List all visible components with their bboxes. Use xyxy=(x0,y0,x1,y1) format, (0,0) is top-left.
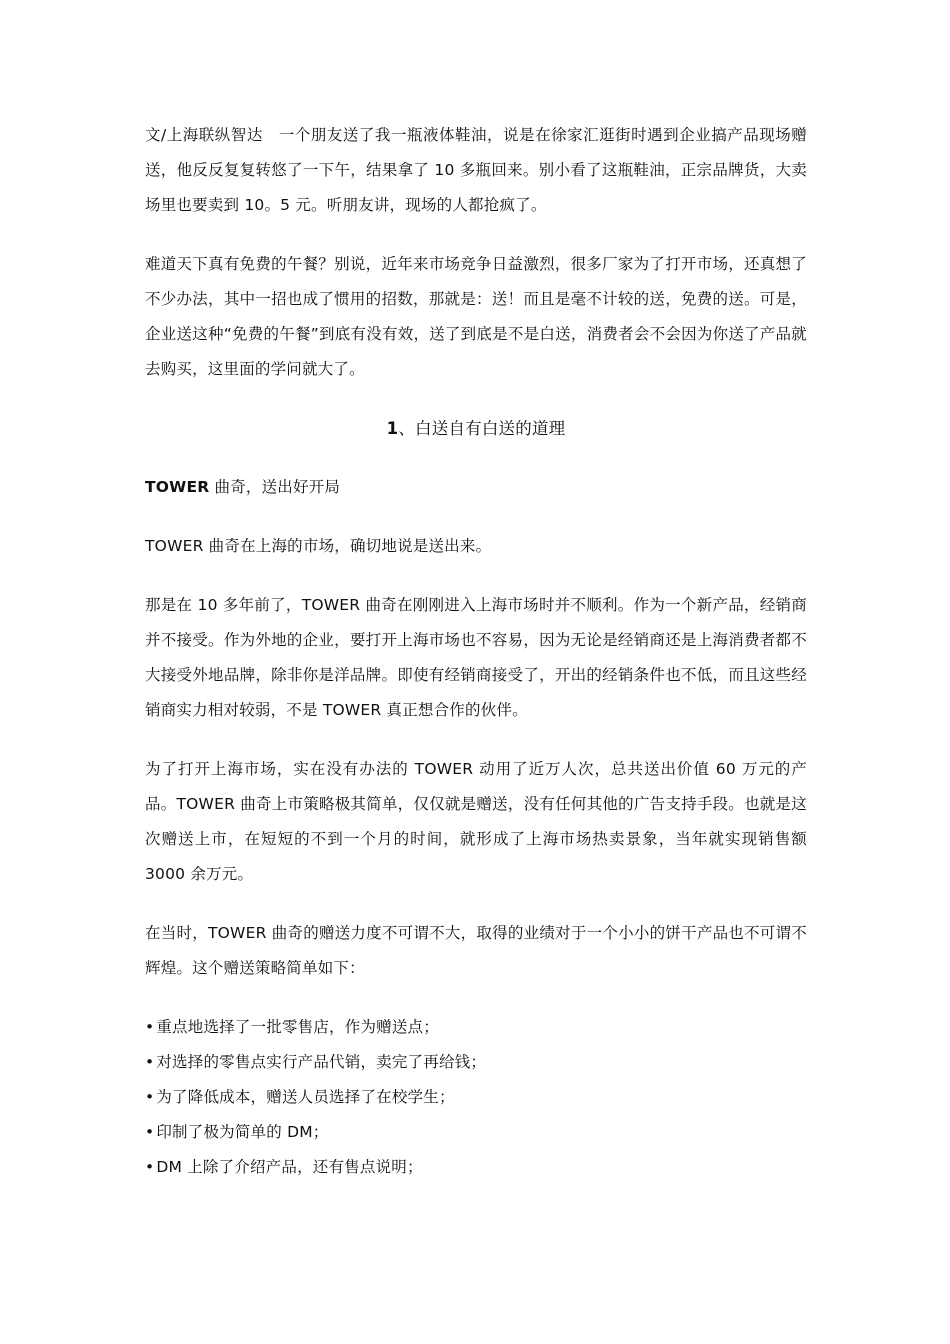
bullet-icon: • xyxy=(145,1053,155,1071)
section-heading-number: 1 xyxy=(386,419,399,438)
section-heading xyxy=(145,411,807,446)
list-item xyxy=(145,1045,807,1080)
body-paragraph-4: 在当时，TOWER 曲奇的赠送力度不可谓不大，取得的业绩对于一个小小的饼干产品也不可谓不辉煌。这个赠送策略简单如下： xyxy=(145,924,807,977)
body-paragraph-1: TOWER 曲奇在上海的市场，确切地说是送出来。 xyxy=(145,537,492,555)
list-item-text: 印制了极为简单的 DM； xyxy=(156,1123,329,1141)
body-paragraph-3: 为了打开上海市场，实在没有办法的 TOWER 动用了近万人次，总共送出价值 60 万元的产品。TOWER 曲奇上市策略极其简单，仅仅就是赠送，没有任何其他的广告支持手段。也就是这次赠送上市，在短短的不到一个月的时间，就形成了上海市场热卖景象，当年就实现销售额 3000 余万元。 xyxy=(145,760,807,883)
list-item xyxy=(145,1010,807,1045)
subheading-brand: TOWER xyxy=(145,478,210,496)
list-item xyxy=(145,1080,807,1115)
document-page xyxy=(145,118,807,1185)
list-item-text: 为了降低成本，赠送人员选择了在校学生； xyxy=(156,1088,455,1106)
bullet-icon: • xyxy=(145,1158,155,1176)
list-item-text: DM 上除了介绍产品，还有售点说明； xyxy=(156,1158,423,1176)
list-item-text: 重点地选择了一批零售店，作为赠送点； xyxy=(156,1018,439,1036)
strategy-bullet-list xyxy=(145,1010,807,1185)
body-paragraph-2: 那是在 10 多年前了，TOWER 曲奇在刚刚进入上海市场时并不顺利。作为一个新产品，经销商并不接受。作为外地的企业，要打开上海市场也不容易，因为无论是经销商还是上海消费者都不大接受外地品牌，除非你是洋品牌。即使有经销商接受了，开出的经销条件也不低，而且这些经销商实力相对较弱，不是 TOWER 真正想合作的伙伴。 xyxy=(145,596,807,719)
list-item-text: 对选择的零售点实行产品代销，卖完了再给钱； xyxy=(156,1053,487,1071)
list-item xyxy=(145,1150,807,1185)
subheading-text: 曲奇，送出好开局 xyxy=(209,478,341,496)
subheading xyxy=(145,470,807,505)
intro-paragraph-2: 难道天下真有免费的午餐？别说，近年来市场竞争日益激烈，很多厂家为了打开市场，还真想了不少办法，其中一招也成了惯用的招数，那就是：送！而且是毫不计较的送，免费的送。可是，企业送这种“免费的午餐”到底有没有效，送了到底是不是白送，消费者会不会因为你送了产品就去购买，这里面的学问就大了。 xyxy=(145,255,807,378)
bullet-icon: • xyxy=(145,1018,155,1036)
list-item xyxy=(145,1115,807,1150)
bullet-icon: • xyxy=(145,1123,155,1141)
intro-paragraph-1: 文/上海联纵智达 一个朋友送了我一瓶液体鞋油，说是在徐家汇逛街时遇到企业搞产品现场赠送，他反反复复转悠了一下午，结果拿了 10 多瓶回来。别小看了这瓶鞋油，正宗品牌货，大卖场里也要卖到 10。5 元。听朋友讲，现场的人都抢疯了。 xyxy=(145,126,807,214)
bullet-icon: • xyxy=(145,1088,155,1106)
section-heading-text: 、白送自有白送的道理 xyxy=(398,419,566,438)
